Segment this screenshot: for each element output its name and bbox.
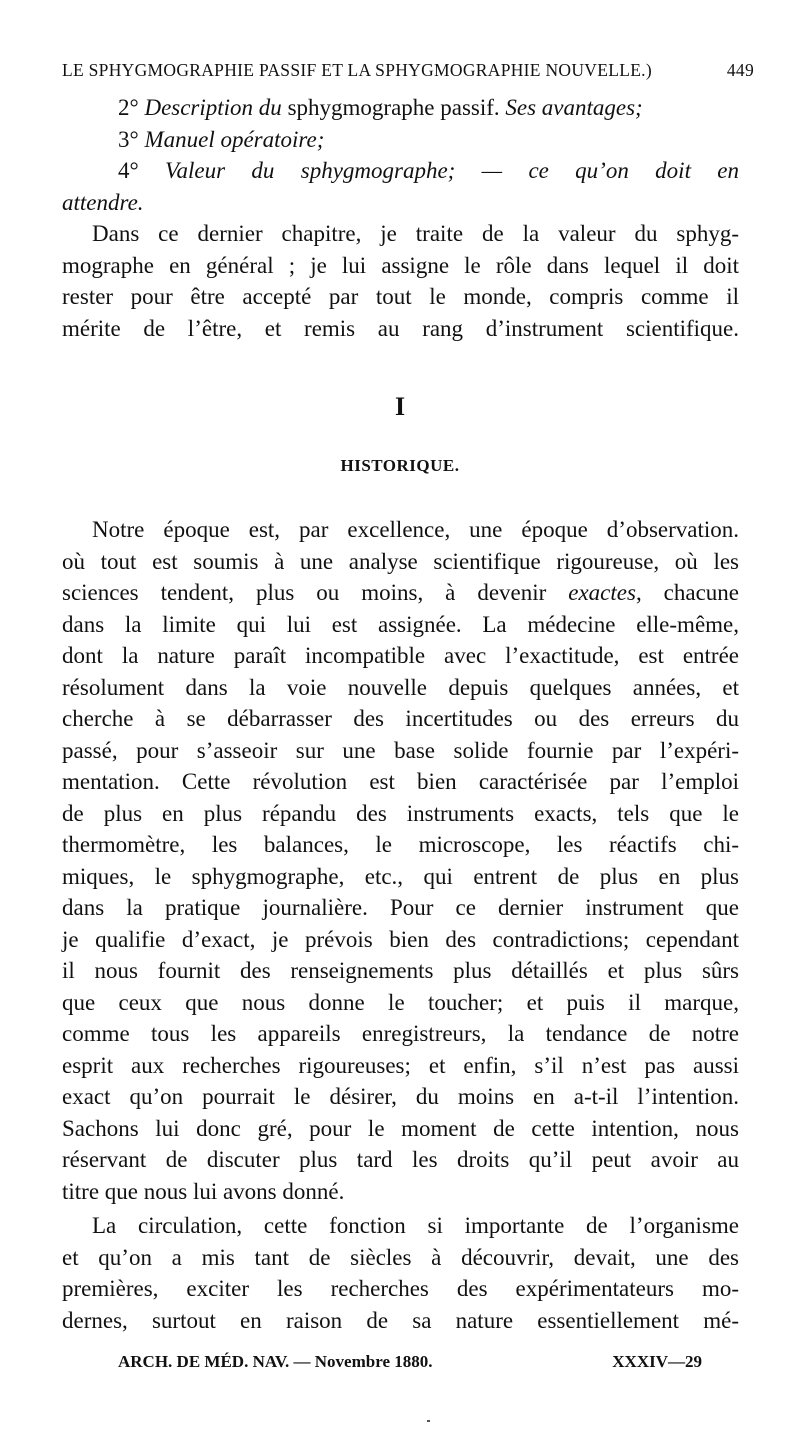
text-line: dans la pratique journalière. Pour ce dernier instrument que <box>62 895 739 920</box>
text-line: dont la nature paraît incompatible avec l’exactitude, est entrée <box>62 643 739 668</box>
print-speck <box>427 1420 430 1422</box>
chapter-outline <box>62 92 739 218</box>
text-line: Notre époque est, par excellence, une époque d’observation. <box>92 517 739 542</box>
outline-item-4-cont: attendre. <box>62 189 144 215</box>
outline-item-2: 2° Description du sphygmographe passif. Ses avantages; <box>118 95 643 120</box>
text-line: que ceux que nous donne le toucher; et puis il marque, <box>62 989 739 1015</box>
text-line: de plus en plus répandu des instruments exacts, tels que le <box>62 800 739 826</box>
text-line: et qu’on a mis tant de siècles à découvrir, devait, une des <box>62 1244 739 1270</box>
journal-reference: ARCH. DE MÉD. NAV. — Novembre 1880. <box>118 1352 433 1371</box>
page-footer <box>118 1352 702 1372</box>
text-line: dans la limite qui lui est assignée. La médecine elle-même, <box>62 611 739 637</box>
paragraph-intro <box>62 218 739 344</box>
paragraph-circulation <box>62 1210 739 1336</box>
outline-item-3: 3° Manuel opératoire; <box>118 126 325 152</box>
text-line: sciences tendent, plus ou moins, à devenir exactes, chacune <box>62 580 739 605</box>
running-header <box>62 60 754 81</box>
text-line: esprit aux recherches rigoureuses; et enfin, s’il n’est pas aussi <box>62 1052 739 1078</box>
text-line: réservant de discuter plus tard les droits qu’il peut avoir au <box>62 1147 739 1172</box>
text-line: dernes, surtout en raison de sa nature essentiellement mé- <box>62 1307 739 1333</box>
section-title: HISTORIQUE. <box>340 456 460 475</box>
text-line: mographe en général ; je lui assigne le rôle dans lequel il doit <box>62 252 739 278</box>
text-line: mérite de l’être, et remis au rang d’instrument scientifique. <box>62 315 739 341</box>
text-line: titre que nous lui avons donné. <box>62 1178 345 1204</box>
text-line: thermomètre, les balances, le microscope, les réactifs chi- <box>62 832 739 857</box>
text-line: premières, exciter les recherches des expérimentateurs mo- <box>62 1276 739 1301</box>
header-title: LE SPHYGMOGRAPHIE PASSIF ET LA SPHYGMOGRAPHIE NOUVELLE.) <box>62 60 652 80</box>
text-line: mentation. Cette révolution est bien caractérisée par l’emploi <box>62 769 739 794</box>
section-number: I <box>394 392 406 421</box>
text-line: Dans ce dernier chapitre, je traite de la valeur du sphyg- <box>92 221 739 246</box>
signature-mark: XXXIV—29 <box>612 1352 702 1371</box>
text-line: rester pour être accepté par tout le monde, compris comme il <box>62 284 739 309</box>
text-line: résolument dans la voie nouvelle depuis quelques années, et <box>62 674 739 700</box>
text-line: La circulation, cette fonction si importante de l’organisme <box>92 1213 739 1238</box>
text-line: cherche à se débarrasser des incertitudes ou des erreurs du <box>62 706 739 731</box>
text-line: comme tous les appareils enregistreurs, la tendance de notre <box>62 1021 739 1046</box>
page-number: 449 <box>726 60 754 80</box>
paragraph-historique <box>62 514 739 1207</box>
text-line: je qualifie d’exact, je prévois bien des contradictions; cependant <box>62 926 739 952</box>
text-line: où tout est soumis à une analyse scientifique rigoureuse, où les <box>62 548 739 574</box>
text-line: passé, pour s’asseoir sur une base solide fournie par l’expéri- <box>62 737 739 763</box>
text-line: il nous fournit des renseignements plus détaillés et plus sûrs <box>62 958 739 983</box>
text-line: exact qu’on pourrait le désirer, du moins en a-t-il l’intention. <box>62 1084 739 1109</box>
text-line: Sachons lui donc gré, pour le moment de cette intention, nous <box>62 1115 739 1141</box>
outline-item-4: 4° Valeur du sphygmographe; — ce qu’on doit en <box>118 158 739 183</box>
text-line: miques, le sphygmographe, etc., qui entrent de plus en plus <box>62 863 739 889</box>
